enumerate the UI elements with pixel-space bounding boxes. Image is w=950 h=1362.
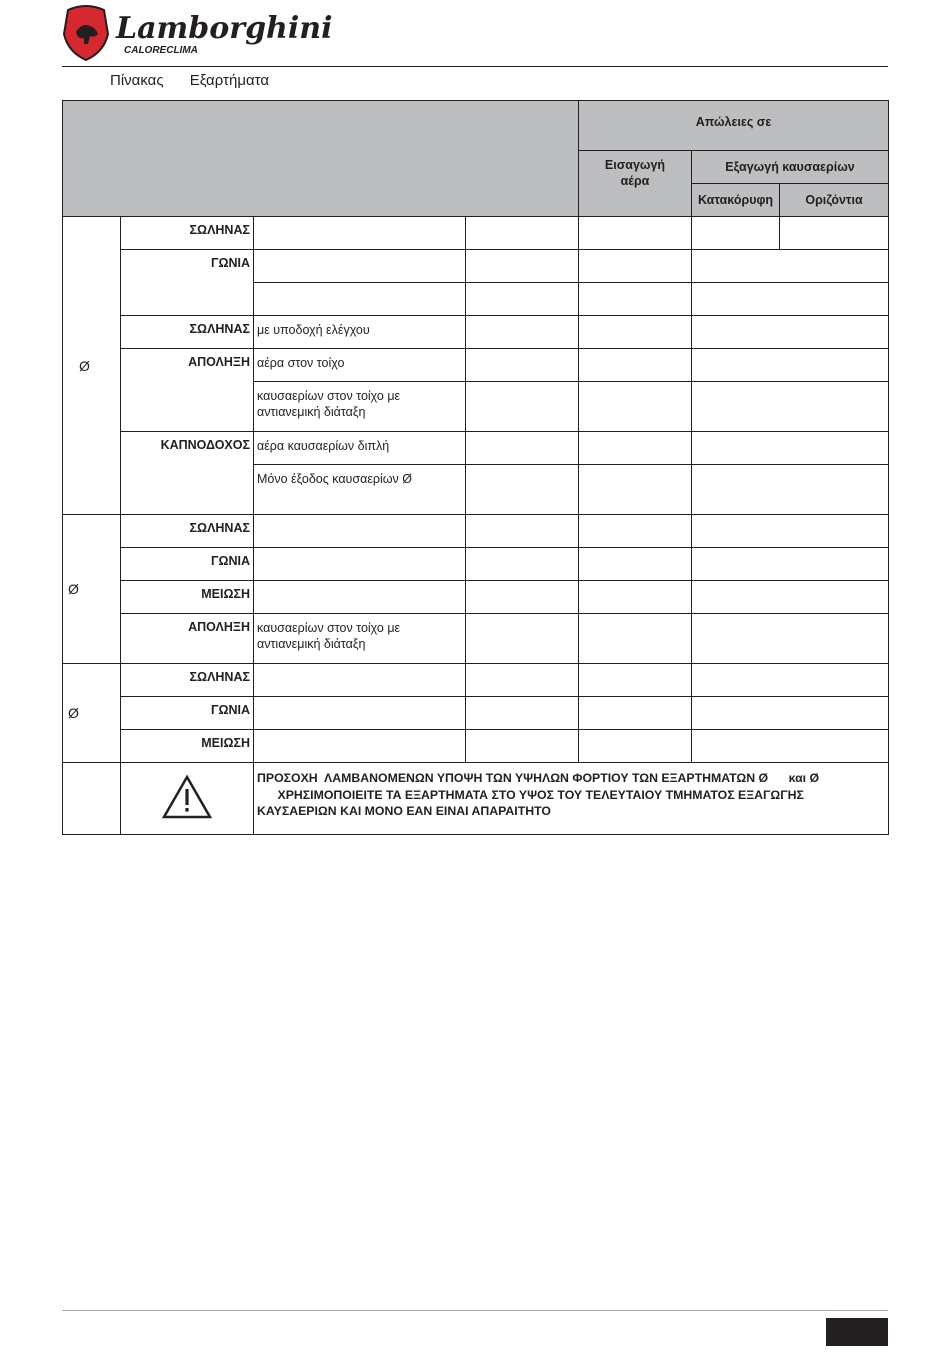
cell-value (466, 382, 579, 432)
warning-line-2: ΧΡΗΣΙΜΟΠΟΙΕΙΤΕ ΤΑ ΕΞΑΡΤΗΜΑΤΑ ΣΤΟ ΥΨΟΣ ΤΟΥ ΤΕΛΕΥΤΑΙΟΥ ΤΜΗΜΑΤΟΣ ΕΞΑΓΩΓΗΣ (257, 787, 804, 802)
group-3-diameter: Ø (63, 664, 121, 763)
footer-rule (62, 1310, 888, 1311)
table-row (63, 217, 889, 250)
header-losses: Απώλειες σε (579, 101, 889, 151)
header-rule (62, 66, 888, 67)
cell-value (466, 250, 579, 283)
table-row (63, 432, 889, 465)
header-vertical: Κατακόρυφη (692, 184, 780, 217)
row-label: ΣΩΛΗΝΑΣ (121, 515, 254, 548)
cell-air-intake (579, 548, 692, 581)
row-label: ΣΩΛΗΝΑΣ (121, 217, 254, 250)
row-label: ΑΠΟΛΗΞΗ (121, 614, 254, 664)
row-desc (254, 217, 466, 250)
table-row (63, 515, 889, 548)
cell-exhaust (692, 664, 889, 697)
page-number-box (826, 1318, 888, 1346)
table-row (63, 548, 889, 581)
cell-air-intake (579, 614, 692, 664)
warning-icon-cell (121, 763, 254, 835)
cell-value (466, 316, 579, 349)
row-desc: με υποδοχή ελέγχου (254, 316, 466, 349)
cell-value (466, 664, 579, 697)
cell-exhaust (692, 730, 889, 763)
row-desc (254, 697, 466, 730)
row-desc (254, 515, 466, 548)
cell-air-intake (579, 250, 692, 283)
accessories-table (62, 100, 889, 835)
group-1-diameter: Ø (63, 217, 121, 515)
table-row (63, 250, 889, 283)
row-desc: καυσαερίων στον τοίχο με αντιανεμική διάταξη (254, 614, 466, 664)
cell-air-intake (579, 465, 692, 515)
cell-air-intake (579, 432, 692, 465)
row-desc (254, 664, 466, 697)
row-desc (254, 283, 466, 316)
cell-exhaust (692, 581, 889, 614)
row-desc (254, 548, 466, 581)
header-air-intake (579, 151, 692, 217)
row-label: ΓΩΝΙΑ (121, 548, 254, 581)
cell-exhaust (692, 283, 889, 316)
cell-exhaust (692, 614, 889, 664)
cell-exhaust (692, 250, 889, 283)
cell-value (466, 432, 579, 465)
row-desc: αέρα στον τοίχο (254, 349, 466, 382)
cell-air-intake (579, 217, 692, 250)
cell-vertical (692, 217, 780, 250)
row-label: ΣΩΛΗΝΑΣ (121, 316, 254, 349)
row-label: ΓΩΝΙΑ (121, 250, 254, 316)
cell-air-intake (579, 581, 692, 614)
row-desc (254, 581, 466, 614)
group-2-diameter: Ø (63, 515, 121, 664)
cell-air-intake (579, 382, 692, 432)
header-horizontal: Οριζόντια (780, 184, 889, 217)
row-desc: Μόνο έξοδος καυσαερίων Ø (254, 465, 466, 515)
cell-air-intake (579, 664, 692, 697)
warning-triangle-icon (161, 774, 213, 820)
cell-value (466, 614, 579, 664)
cell-air-intake (579, 730, 692, 763)
cell-air-intake (579, 697, 692, 730)
cell-value (466, 697, 579, 730)
warning-line-3: ΚΑΥΣΑΕΡΙΩΝ ΚΑΙ ΜΟΝΟ ΕΑΝ ΕΙΝΑΙ ΑΠΑΡΑΙΤΗΤΟ (257, 804, 551, 818)
row-label: ΣΩΛΗΝΑΣ (121, 664, 254, 697)
cell-value (466, 283, 579, 316)
row-label: ΜΕΙΩΣΗ (121, 581, 254, 614)
cell-exhaust (692, 515, 889, 548)
warning-blank-cell (63, 763, 121, 835)
warning-row (63, 763, 889, 835)
cell-exhaust (692, 432, 889, 465)
cell-value (466, 581, 579, 614)
header-air-intake-1: Εισαγωγή (604, 158, 666, 172)
table-row (63, 664, 889, 697)
cell-air-intake (579, 316, 692, 349)
page-title (110, 72, 269, 89)
header-air-intake-2: αέρα (620, 174, 650, 188)
cell-value (466, 730, 579, 763)
header-blank (63, 101, 579, 217)
table-row (63, 614, 889, 664)
cell-exhaust (692, 316, 889, 349)
cell-air-intake (579, 515, 692, 548)
brand-logo (62, 4, 333, 62)
cell-value (466, 515, 579, 548)
row-desc: καυσαερίων στον τοίχο με αντιανεμική διάταξη (254, 382, 466, 432)
page-title-part2: Εξαρτήματα (189, 72, 270, 89)
cell-exhaust (692, 465, 889, 515)
cell-value (466, 465, 579, 515)
table-row (63, 697, 889, 730)
table-row (63, 730, 889, 763)
cell-exhaust (692, 697, 889, 730)
brand-name: Lamborghini (116, 11, 333, 46)
row-desc: αέρα καυσαερίων διπλή (254, 432, 466, 465)
row-desc (254, 730, 466, 763)
row-label: ΑΠΟΛΗΞΗ (121, 349, 254, 432)
row-label: ΓΩΝΙΑ (121, 697, 254, 730)
cell-exhaust (692, 382, 889, 432)
cell-air-intake (579, 283, 692, 316)
header-flue-exhaust: Εξαγωγή καυσαερίων (692, 151, 889, 184)
row-label: ΚΑΠΝΟΔΟΧΟΣ (121, 432, 254, 515)
cell-exhaust (692, 548, 889, 581)
row-desc (254, 250, 466, 283)
warning-text (254, 763, 889, 835)
warning-line-1: ΠΡΟΣΟΧΗ ΛΑΜΒΑΝΟΜΕΝΩΝ ΥΠΟΨΗ ΤΩΝ ΥΨΗΛΩΝ ΦΟΡΤΙΟΥ ΤΩΝ ΕΞΑΡΤΗΜΑΤΩΝ Ø και Ø (257, 771, 820, 785)
cell-air-intake (579, 349, 692, 382)
table-row (63, 349, 889, 382)
brand-sub: CALORECLIMA (124, 45, 198, 56)
table-row (63, 581, 889, 614)
row-label: ΜΕΙΩΣΗ (121, 730, 254, 763)
cell-value (466, 217, 579, 250)
cell-exhaust (692, 349, 889, 382)
page-title-part1: Πίνακας (110, 72, 164, 89)
cell-value (466, 548, 579, 581)
table-row (63, 316, 889, 349)
cell-horizontal (780, 217, 889, 250)
cell-value (466, 349, 579, 382)
